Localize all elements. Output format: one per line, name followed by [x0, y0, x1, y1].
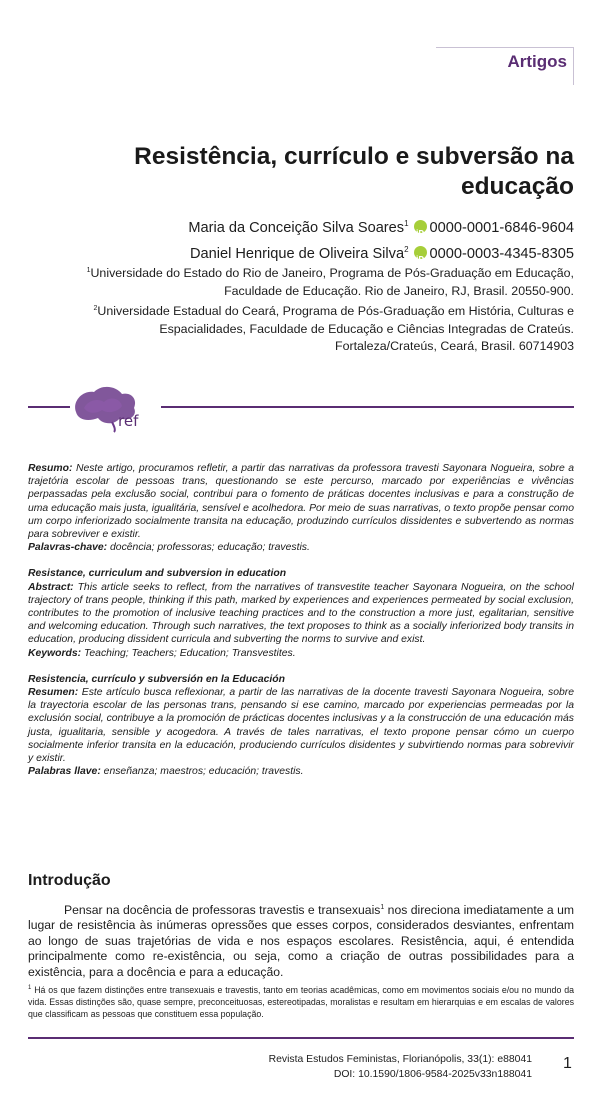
footnote-ref[interactable]: 1 — [380, 904, 385, 911]
divider-left — [28, 406, 70, 408]
abstract-en-block: Resistance, curriculum and subversion in education Abstract: This article seeks to reflect, from the narratives of transvestite teacher Sayonara Nogueira, on the school trajectory of trans people, thinking if this path, marked by experiences and experiences permeated by social exclusion, contributes to the promotion of inclusive teaching practices and to the construction a more just, egalitarian, sensitive and welcoming education. Through such narratives, the text proposes to think as a socially inferiorized body transits in education, producing dissident curricula and subverting the norms to survive and exist. Keywords: Teaching; Teachers; Education; Transvestites. — [28, 568, 574, 659]
intro-paragraph: Pensar na docência de professoras travestis e transexuais$^1$ nos direciona imediatamente a um lugar de resistência às inúmeras opressões que esses corpos, considerados desviantes, enfrentam ao longo de suas trajetórias de vida e nos espaços escolares. Resistência, aqui, é entendida principalmente como re-existência, ou seja, como a criação de outras possibilidades para a existência, para a docência e para a educação. — [28, 903, 574, 979]
author-list — [188, 213, 574, 265]
abstract-es-block: Resistencia, currículo y subversión en la Educación Resumen: Este artículo busca reflexionar, a partir de las narrativas de la docente travesti Sayonara Nogueira, sobre la trayectoria escolar de las personas trans, pensando si ese camino, marcado por experiencias permeadas por la exclusión social, contribuye a la promoción de prácticas docentes inclusivas y a la construcción de una educación más justa, igualitaria, sensible y acogedora. A través de tales narrativas, el texto propone pensar cómo un cuerpo socialmente inferior transita en la educación, produciendo currículos disidentes y subvirtiendo normas para sobrevivir y existir. Palabras llave: enseñanza; maestros; educación; travestis. — [28, 673, 574, 778]
page-number: 1 — [563, 1055, 572, 1072]
author-name: Daniel Henrique de Oliveira Silva — [189, 245, 405, 262]
abstract-en-title: Resistance, curriculum and subversion in education — [28, 568, 287, 580]
author-line — [188, 213, 574, 239]
orcid-icon[interactable] — [414, 246, 427, 259]
affiliation: $^2$Universidade Estadual do Ceará, Programa de Pós-Graduação em História, Culturas e Espacialidades, Faculdade de Educação e Ciências Integradas de Crateús. Fortaleza/Crateús, Ceará, Brasil. 60714903 — [93, 304, 574, 354]
orcid-id[interactable]: 0000-0001-6846-9604 — [429, 219, 574, 236]
footer-divider — [28, 1037, 574, 1039]
orcid-id[interactable]: 0000-0003-4345-8305 — [429, 245, 574, 262]
divider-right — [161, 406, 574, 408]
affiliations — [54, 262, 574, 356]
author-line — [188, 239, 574, 265]
abstracts — [28, 462, 574, 791]
author-affil-mark: 1 — [404, 219, 409, 228]
footnote: $^1$ Há os que fazem distinções entre transexuais e travestis, tanto em teorias acadêmicas, como em movimentos sociais e/ou no mundo da vida. Essas distinções são, quase sempre, preconceituosas, estereotipadas, moralistas e resultam em hierarquias e em escalas de valores que classificam as pessoas que constituem essa população. — [28, 984, 574, 1020]
section-heading: Introdução — [28, 872, 111, 889]
logo-text: ref — [118, 412, 139, 430]
journal-logo — [68, 382, 164, 434]
journal-citation: Revista Estudos Feministas, Florianópolis, 33(1): e88041 — [268, 1054, 532, 1065]
doi[interactable]: DOI: 10.1590/1806-9584-2025v33n188041 — [333, 1069, 532, 1080]
affiliation: $^1$Universidade do Estado do Rio de Janeiro, Programa de Pós-Graduação em Educação, Faculdade de Educação. Rio de Janeiro, RJ, Brasil. 20550-900. — [86, 266, 574, 298]
section-tag — [436, 47, 574, 85]
author-name: Maria da Conceição Silva Soares — [188, 219, 405, 236]
article-title: Resistência, currículo e subversão na educação — [134, 143, 574, 200]
resumo-block: Resumo: Neste artigo, procuramos refletir, a partir das narrativas da professora travesti Sayonara Nogueira, sobre a trajetória escolar de pessoas trans, questionando se este percurso, marcado por experiências e vivências perpassadas pela exclusão social, contribui para o fomento de práticas docentes inclusivas e para a construção de uma educação mais justa, igualitária, sensível e acolhedora. Por meio de suas narrativas, o texto propõe pensar como um corpo inferiorizado socialmente transita na educação, produzindo currículos dissidentes e subvertendo as normas para sobreviver e existir. Palavras-chave: docência; professoras; educação; travestis. — [28, 463, 574, 554]
footer-citation — [269, 1052, 532, 1082]
section-label: Artigos — [507, 52, 567, 71]
abstract-es-title: Resistencia, currículo y subversión en la Educación — [28, 673, 285, 685]
orcid-icon[interactable] — [414, 220, 427, 233]
author-affil-mark: 2 — [404, 244, 409, 254]
